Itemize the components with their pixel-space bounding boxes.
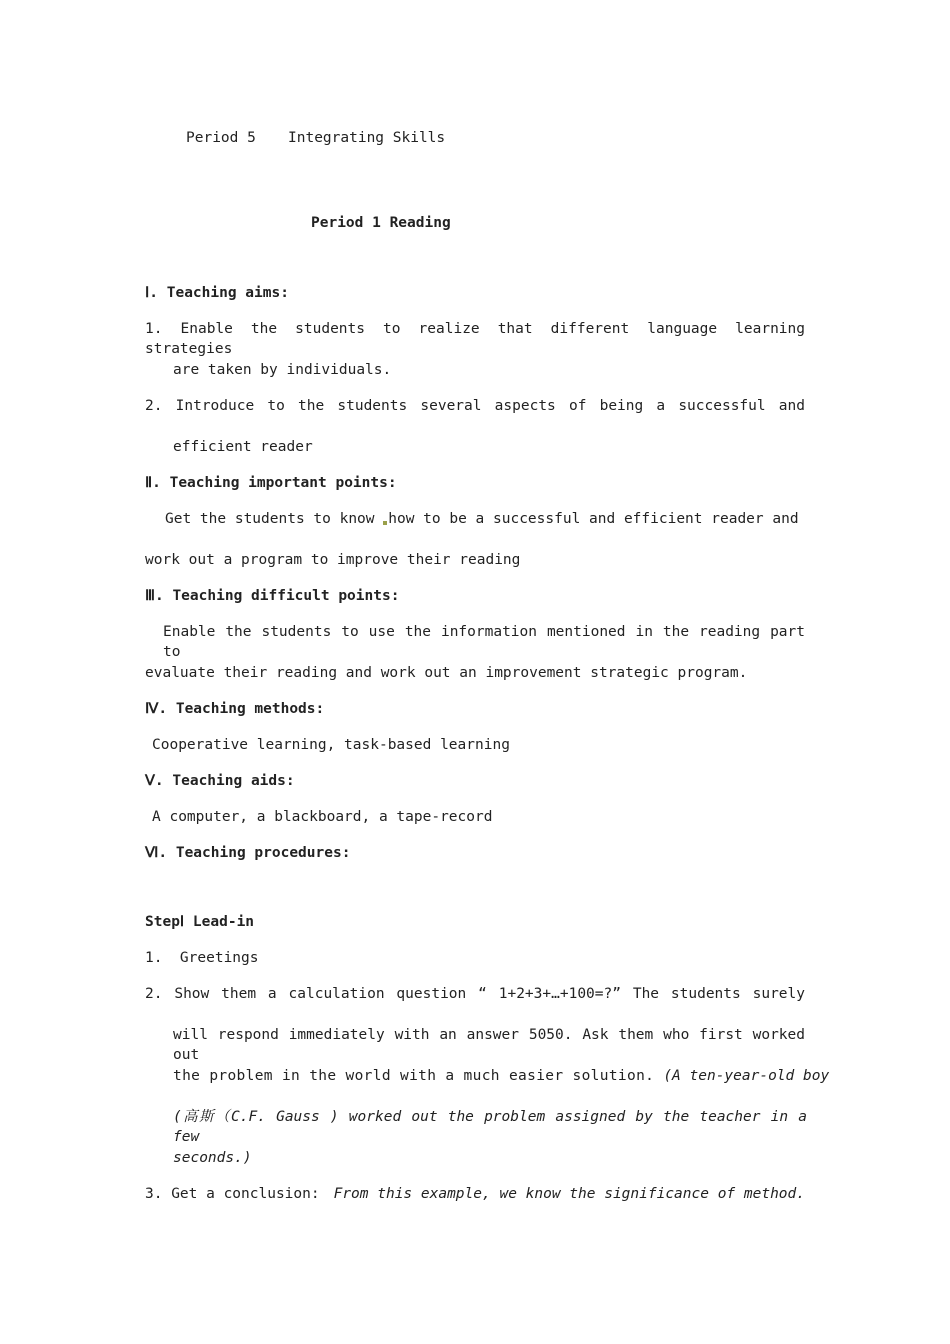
important-points-line-1 [165,509,805,529]
step-1-item-2-line-3-text: the problem in the world with a much easier solution. [173,1068,664,1084]
aims-item-1-line-2: are taken by individuals. [173,362,392,378]
important-points-line-1-end: how to be a successful and efficient reader and [388,511,799,527]
period-label: Period 5 [186,130,256,146]
methods-heading: Ⅳ. Teaching methods: [145,701,325,717]
step-1-item-1: 1. Greetings [145,950,259,966]
step-1-item-2-line-2: will respond immediately with an answer 5050. Ask them who first worked out [173,1027,805,1063]
aids-heading: Ⅴ. Teaching aids: [145,773,295,789]
important-points-heading: Ⅱ. Teaching important points: [145,475,397,491]
step-1-item-2-line-4: (高斯（C.F. Gauss ) worked out the problem assigned by the teacher in a few [173,1109,807,1145]
difficult-points-line-2: evaluate their reading and work out an improvement strategic program. [145,665,748,681]
step-1-item-2-line-3-italic: (A ten-year-old boy [663,1068,830,1084]
aims-item-2-line-1: 2. Introduce to the students several aspects of being a successful and [145,398,805,414]
step-1-item-2-line-3 [173,1066,830,1086]
difficult-points-line-1: Enable the students to use the information mentioned in the reading part to [163,624,805,660]
aids-text: A computer, a blackboard, a tape-record [152,809,493,825]
integrating-skills-label: Integrating Skills [288,130,446,146]
step-1-item-2-line-1: 2. Show them a calculation question “ 1+2+3+…+100=?” The students surely [145,986,805,1002]
aims-heading: Ⅰ. Teaching aims: [145,285,289,301]
step-1-item-3 [145,1184,805,1204]
aims-item-2-line-2: efficient reader [173,439,313,455]
page-title: Period 1 Reading [311,215,451,231]
important-points-line-2: work out a program to improve their reading [145,552,521,568]
comment-marker-icon [383,521,387,525]
important-points-line-1-start: Get the students to know [165,511,384,527]
methods-text: Cooperative learning, task-based learning [152,737,510,753]
step-1-item-3-italic: From this example, we know the significance of method. [333,1186,805,1202]
step-1-item-2-line-5: seconds.) [173,1150,252,1166]
difficult-points-heading: Ⅲ. Teaching difficult points: [145,588,400,604]
aims-item-1-line-1: 1. Enable the students to realize that different language learning strategies [145,321,805,357]
procedures-heading: Ⅵ. Teaching procedures: [145,845,351,861]
step-1-heading: StepⅠ Lead-in [145,914,255,930]
step-1-item-3-text: 3. Get a conclusion: [145,1186,329,1202]
